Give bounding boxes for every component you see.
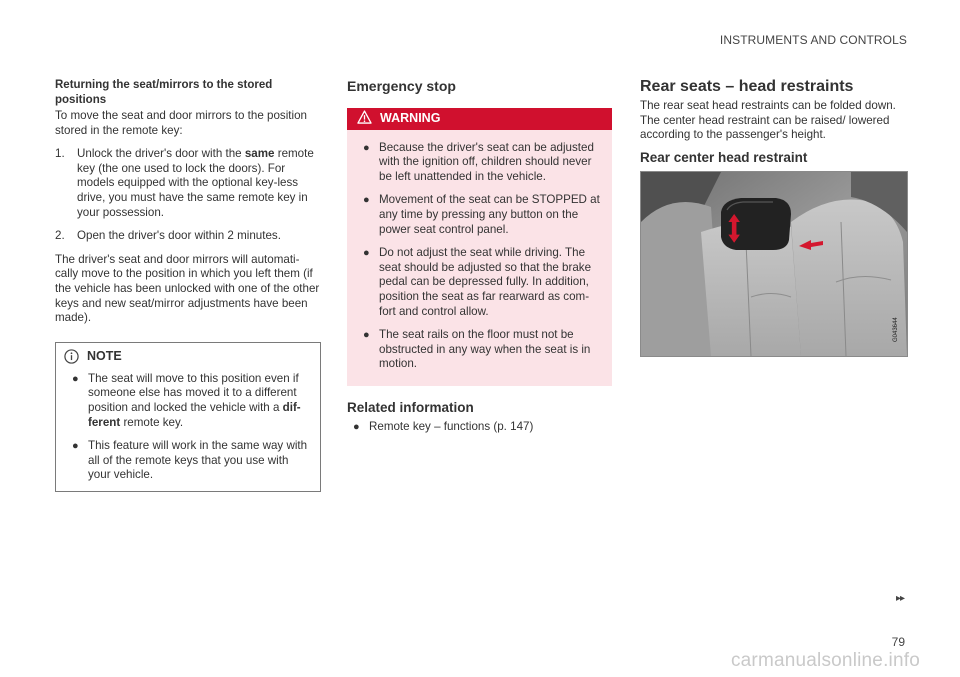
intro-text: To move the seat and door mirrors to the position stored in the remote key: bbox=[55, 109, 307, 137]
bullet-dot: ● bbox=[363, 247, 370, 260]
steps-list bbox=[55, 147, 321, 244]
warning-item: ● The seat rails on the floor must not be obstructed in any way when the seat is in motion. bbox=[363, 328, 591, 371]
page-header: INSTRUMENTS AND CONTROLS bbox=[719, 33, 907, 47]
seat-photo-graphic bbox=[641, 172, 907, 356]
section-heading: Rear seats – head restraints bbox=[640, 78, 854, 95]
head-restraint-illustration bbox=[640, 171, 908, 357]
warning-box bbox=[347, 108, 612, 386]
column-stored-positions bbox=[55, 78, 321, 492]
note-item: ● The seat will move to this position even if someone else has moved it to a different position and locked the vehicle with a dif-ferent remote key. bbox=[72, 371, 301, 429]
section-heading: Emergency stop bbox=[347, 78, 456, 94]
related-link[interactable]: ● Remote key – functions (p. 147) bbox=[353, 419, 534, 433]
next-page-arrows[interactable]: ▸▸ bbox=[895, 593, 904, 604]
section-heading: Returning the seat/mirrors to the stored positions bbox=[55, 79, 273, 106]
related-heading: Related information bbox=[347, 399, 474, 415]
body-paragraph: The driver's seat and door mirrors will automati-cally move to the position in which you left them (if the vehicle has been unlocked with one of the other keys and new seat/mirror adjustments have been made). bbox=[55, 252, 320, 325]
note-list bbox=[66, 372, 310, 483]
warning-item: ● Movement of the seat can be STOPPED at any time by pressing any button on the power seat control panel. bbox=[363, 193, 600, 236]
warning-item: ● Do not adjust the seat while driving. The seat should be adjusted so that the brake pedal can be depressed fully. In addition, position the seat as far rearward as com-fort and control allow. bbox=[363, 246, 592, 318]
bullet-dot: ● bbox=[363, 141, 370, 154]
step-number: 2. bbox=[55, 229, 65, 243]
bullet-dot: ● bbox=[363, 329, 370, 342]
warning-triangle-icon bbox=[357, 110, 372, 128]
subsection-heading: Rear center head restraint bbox=[640, 149, 808, 165]
column-head-restraints bbox=[640, 78, 908, 357]
note-item: ● This feature will work in the same way with all of the remote keys that you use with your vehicle. bbox=[72, 439, 308, 482]
bullet-dot: ● bbox=[72, 372, 79, 385]
intro-text: The rear seat head restraints can be folded down. The center head restraint can be raised/ lowered according to the passenger's height. bbox=[640, 99, 896, 142]
note-box bbox=[55, 342, 321, 492]
emphasis: dif-ferent bbox=[88, 400, 301, 429]
watermark: carmanualsonline.info bbox=[730, 650, 920, 672]
image-code: G043644 bbox=[893, 317, 899, 343]
bullet-dot: ● bbox=[363, 194, 370, 207]
info-circle-icon bbox=[64, 349, 79, 364]
bullet-dot: ● bbox=[72, 440, 79, 453]
column-emergency-stop bbox=[347, 79, 612, 443]
step-item: 1. Unlock the driver's door with the same remote key (the one used to lock the doors). For models equipped with the optional key-less drive, you must have the same remote key in your possession. bbox=[55, 147, 314, 219]
related-list bbox=[347, 420, 612, 435]
warning-label: WARNING bbox=[380, 111, 441, 126]
warning-item: ● Because the driver's seat can be adjusted with the ignition off, children should never be left unattended in the vehicle. bbox=[363, 140, 594, 183]
step-number: 1. bbox=[55, 147, 65, 161]
bullet-dot: ● bbox=[353, 420, 360, 433]
page-number: 79 bbox=[891, 635, 905, 649]
emphasis: same bbox=[244, 147, 275, 161]
warning-list bbox=[347, 130, 612, 380]
note-label: NOTE bbox=[87, 348, 122, 363]
step-item: 2. Open the driver's door within 2 minutes. bbox=[55, 229, 281, 243]
